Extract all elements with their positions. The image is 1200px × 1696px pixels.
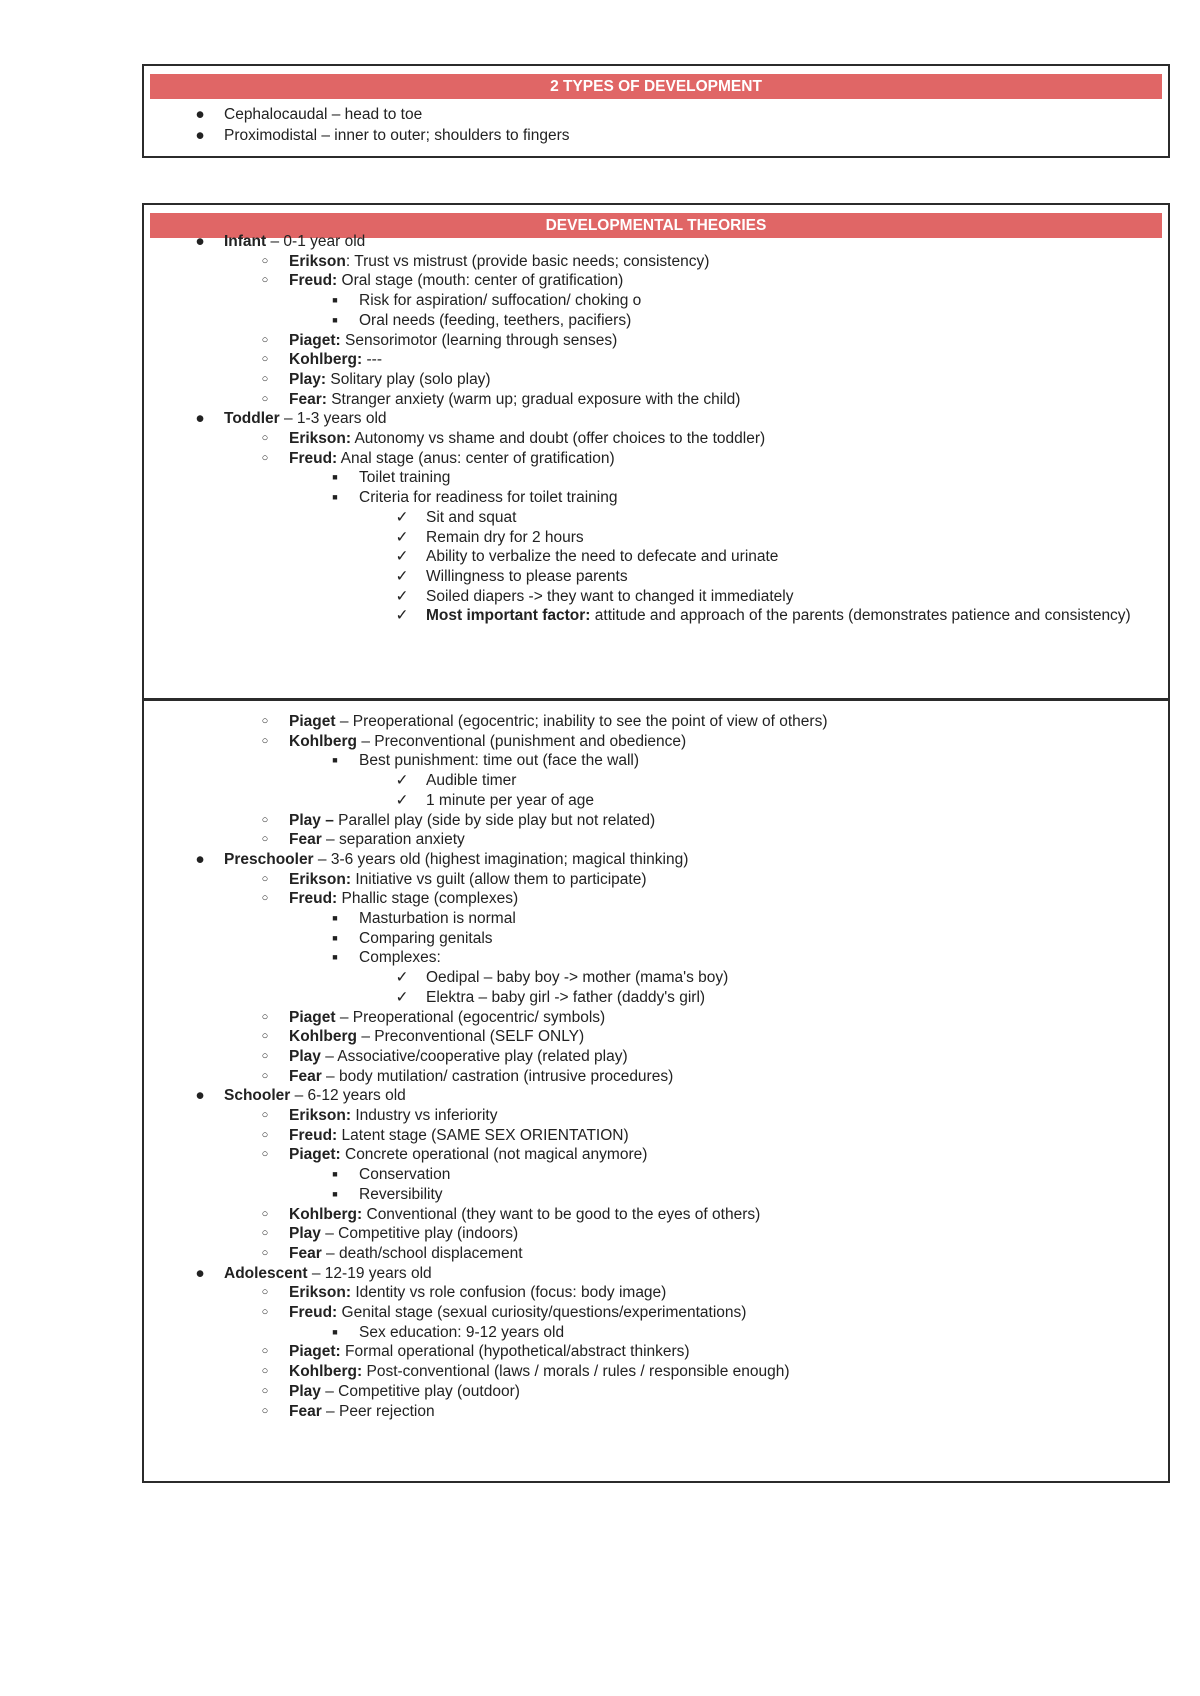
list-item — [395, 546, 779, 567]
item-term: Erikson — [289, 252, 346, 270]
item-text: 1 minute per year of age — [426, 791, 595, 809]
item-term: Infant — [224, 233, 267, 250]
item-text: Oedipal – baby boy -> mother (mama's boy) — [426, 969, 729, 987]
checkmark-icon: ✓ — [395, 772, 409, 790]
item-term: Most important factor: — [426, 607, 591, 625]
checkmark-icon: ✓ — [395, 969, 409, 987]
item-term: Play — [289, 1225, 321, 1243]
list-item — [261, 1401, 435, 1422]
list-item — [261, 1046, 628, 1067]
item-text: Sit and squat — [426, 508, 517, 526]
list-item — [332, 487, 618, 508]
bullet-icon: ● — [195, 127, 205, 144]
checkmark-icon: ✓ — [395, 988, 409, 1006]
list-item — [195, 231, 366, 252]
item-term: Adolescent — [224, 1264, 308, 1282]
list-item — [261, 1066, 674, 1087]
item-term: Kohlberg: — [289, 1363, 363, 1381]
circle-bullet-icon: ○ — [261, 451, 269, 464]
square-bullet-icon: ■ — [332, 295, 338, 306]
square-bullet-icon: ■ — [332, 932, 338, 943]
item-text: Initiative vs guilt (allow them to participate) — [351, 870, 647, 888]
item-term: Erikson: — [289, 1284, 352, 1302]
list-item — [332, 290, 642, 311]
item-term: Fear — [289, 1244, 322, 1262]
list-item — [395, 507, 517, 528]
item-text: – death/school displacement — [321, 1244, 523, 1262]
circle-bullet-icon: ○ — [261, 1128, 269, 1141]
list-item — [261, 389, 741, 410]
list-item — [261, 711, 828, 732]
item-text: – Peer rejection — [321, 1402, 435, 1420]
list-item — [261, 731, 687, 752]
list-item — [261, 448, 615, 469]
item-term: Erikson: — [289, 870, 352, 888]
item-text: Anal stage (anus: center of gratification) — [337, 449, 615, 467]
item-term: Erikson: — [289, 430, 352, 447]
list-item — [395, 790, 595, 811]
circle-bullet-icon: ○ — [261, 833, 269, 846]
item-text: Complexes: — [359, 949, 441, 967]
item-text: – Competitive play (indoors) — [320, 1225, 519, 1243]
item-term: Piaget — [289, 713, 336, 730]
circle-bullet-icon: ○ — [261, 872, 269, 885]
list-item — [261, 869, 647, 890]
list-item — [261, 829, 465, 850]
item-term: Piaget: — [289, 1343, 341, 1361]
item-text: Concrete operational (not magical anymore) — [340, 1146, 648, 1164]
bullet-icon: ● — [195, 233, 205, 250]
item-text: – 6-12 years old — [290, 1087, 406, 1105]
item-text: – Preconventional (SELF ONLY) — [357, 1028, 585, 1046]
list-item — [261, 1144, 648, 1165]
circle-bullet-icon: ○ — [261, 1010, 269, 1023]
developmental-theories-box — [142, 203, 1170, 1483]
list-item — [332, 1184, 443, 1205]
list-item — [195, 408, 387, 429]
page-divider — [144, 698, 1168, 701]
item-text: Post-conventional (laws / morals / rules / responsible enough) — [362, 1363, 790, 1381]
item-text: Autonomy vs shame and doubt (offer choices to the toddler) — [351, 430, 766, 447]
circle-bullet-icon: ○ — [261, 1148, 269, 1161]
circle-bullet-icon: ○ — [261, 372, 269, 385]
list-item — [332, 467, 451, 488]
list-item — [261, 1243, 523, 1264]
list-item — [261, 1026, 585, 1047]
checkmark-icon: ✓ — [395, 607, 409, 625]
item-text: Industry vs inferiority — [351, 1107, 498, 1124]
item-text: Toilet training — [359, 469, 451, 487]
developmental-theories-header: DEVELOPMENTAL THEORIES — [150, 213, 1162, 238]
item-term: Play — [289, 1047, 321, 1065]
square-bullet-icon: ■ — [332, 913, 338, 923]
checkmark-icon: ✓ — [395, 508, 409, 526]
item-text: Criteria for readiness for toilet training — [359, 489, 618, 507]
item-text: Masturbation is normal — [359, 910, 516, 927]
item-term: Kohlberg: — [289, 1205, 363, 1223]
list-item — [395, 586, 794, 607]
list-item — [395, 967, 729, 988]
list-item — [261, 1381, 520, 1402]
circle-bullet-icon: ○ — [261, 1030, 269, 1043]
circle-bullet-icon: ○ — [261, 715, 269, 727]
item-text: Conventional (they want to be good to the eyes of others) — [362, 1205, 761, 1223]
circle-bullet-icon: ○ — [261, 813, 269, 826]
list-item — [261, 1204, 761, 1225]
item-text: Ability to verbalize the need to defecate and urinate — [426, 548, 779, 566]
checkmark-icon: ✓ — [395, 528, 409, 546]
bullet-icon: ● — [195, 410, 205, 428]
list-item — [332, 947, 441, 968]
item-text: – Associative/cooperative play (related play) — [320, 1047, 628, 1065]
item-text: Audible timer — [426, 772, 517, 790]
list-item — [332, 928, 493, 949]
item-term: Toddler — [224, 410, 280, 428]
item-text: – separation anxiety — [321, 831, 465, 849]
circle-bullet-icon: ○ — [261, 333, 269, 346]
item-text: Reversibility — [359, 1185, 443, 1203]
bullet-icon: ● — [195, 106, 205, 123]
item-text: Solitary play (solo play) — [326, 370, 491, 388]
circle-bullet-icon: ○ — [261, 274, 269, 287]
item-text: – 1-3 years old — [279, 410, 387, 428]
list-item — [261, 888, 519, 909]
item-term: Fear — [289, 831, 322, 849]
item-text: Formal operational (hypothetical/abstract thinkers) — [340, 1343, 690, 1361]
list-item — [395, 527, 584, 548]
item-term: Schooler — [224, 1087, 291, 1105]
item-term: Fear — [289, 1067, 322, 1085]
list-item — [261, 1105, 498, 1126]
item-text: – 3-6 years old (highest imagination; magical thinking) — [313, 850, 689, 868]
circle-bullet-icon: ○ — [261, 1109, 269, 1121]
bullet-icon: ● — [195, 1264, 205, 1282]
item-text: Best punishment: time out (face the wall) — [359, 752, 639, 770]
item-text: – body mutilation/ castration (intrusive procedures) — [321, 1067, 674, 1085]
item-text: Latent stage (SAME SEX ORIENTATION) — [337, 1126, 629, 1144]
item-text: – Competitive play (outdoor) — [320, 1382, 520, 1400]
square-bullet-icon: ■ — [332, 472, 338, 483]
item-term: Play – — [289, 811, 334, 829]
checkmark-icon: ✓ — [395, 587, 409, 605]
item-term: Freud: — [289, 890, 338, 908]
list-item — [332, 750, 639, 771]
circle-bullet-icon: ○ — [261, 353, 269, 366]
item-text: Parallel play (side by side play but not related) — [333, 811, 656, 829]
circle-bullet-icon: ○ — [261, 1049, 269, 1062]
list-item — [261, 810, 656, 831]
list-item — [261, 1361, 790, 1382]
list-item: ● Proximodistal – inner to outer; shoulders to fingers — [224, 125, 569, 146]
circle-bullet-icon: ○ — [261, 1227, 269, 1240]
list-item — [195, 1085, 406, 1106]
item-text: Risk for aspiration/ suffocation/ choking o — [359, 292, 642, 310]
item-text: Conservation — [359, 1166, 451, 1184]
circle-bullet-icon: ○ — [261, 1207, 269, 1220]
item-text: Willingness to please parents — [426, 567, 628, 585]
square-bullet-icon: ■ — [332, 1326, 338, 1337]
item-term: Erikson: — [289, 1107, 352, 1124]
item-text: Sex education: 9-12 years old — [359, 1323, 565, 1341]
item-text: Phallic stage (complexes) — [337, 890, 519, 908]
square-bullet-icon: ■ — [332, 314, 338, 325]
item-term: Kohlberg — [289, 1028, 358, 1046]
square-bullet-icon: ■ — [332, 492, 338, 503]
list-item — [261, 251, 710, 272]
circle-bullet-icon: ○ — [261, 734, 269, 747]
item-text: Soiled diapers -> they want to changed it immediately — [426, 587, 794, 605]
circle-bullet-icon: ○ — [261, 1069, 269, 1082]
item-term: Kohlberg — [289, 732, 358, 750]
item-text: Oral needs (feeding, teethers, pacifiers) — [359, 311, 632, 329]
list-item — [261, 1302, 747, 1323]
item-text: Genital stage (sexual curiosity/questions/experimentations) — [337, 1304, 747, 1321]
circle-bullet-icon: ○ — [261, 1306, 269, 1318]
checkmark-icon: ✓ — [395, 548, 409, 566]
circle-bullet-icon: ○ — [261, 1286, 269, 1299]
list-item — [261, 1223, 519, 1244]
list-item — [261, 1125, 629, 1146]
item-term: Piaget: — [289, 1146, 341, 1164]
item-term: Fear: — [289, 390, 327, 408]
item-term: Preschooler — [224, 850, 314, 868]
item-term: Play: — [289, 370, 327, 388]
checkmark-icon: ✓ — [395, 567, 409, 585]
list-item — [261, 1007, 606, 1028]
item-text: – 12-19 years old — [307, 1264, 432, 1282]
list-item — [261, 330, 618, 351]
circle-bullet-icon: ○ — [261, 254, 269, 267]
list-item — [395, 987, 706, 1008]
circle-bullet-icon: ○ — [261, 892, 269, 905]
item-term: Play — [289, 1382, 321, 1400]
square-bullet-icon: ■ — [332, 1169, 338, 1180]
list-item — [332, 310, 632, 331]
circle-bullet-icon: ○ — [261, 1365, 269, 1378]
list-item — [395, 605, 1146, 626]
list-item — [261, 349, 382, 370]
item-term: Freud: — [289, 1304, 338, 1321]
list-item — [261, 369, 491, 390]
item-text: Comparing genitals — [359, 929, 493, 947]
item-term: Fear — [289, 1402, 322, 1420]
list-item — [332, 908, 516, 929]
item-term: Piaget: — [289, 331, 341, 349]
list-item — [261, 270, 624, 291]
square-bullet-icon: ■ — [332, 755, 338, 766]
item-text: – Preoperational (egocentric/ symbols) — [335, 1008, 606, 1026]
item-term: Piaget — [289, 1008, 336, 1026]
item-text: Stranger anxiety (warm up; gradual exposure with the child) — [326, 390, 741, 408]
bullet-icon: ● — [195, 850, 205, 868]
item-text: Oral stage (mouth: center of gratification) — [337, 272, 624, 290]
list-item — [261, 428, 766, 449]
list-item — [332, 1164, 451, 1185]
list-item — [195, 1263, 432, 1284]
list-item — [261, 1282, 667, 1303]
circle-bullet-icon: ○ — [261, 392, 269, 405]
item-text: --- — [362, 351, 382, 369]
square-bullet-icon: ■ — [332, 1188, 338, 1199]
item-text: attitude and approach of the parents (demonstrates patience and consistency) — [590, 607, 1131, 625]
circle-bullet-icon: ○ — [261, 1384, 269, 1397]
item-text: Elektra – baby girl -> father (daddy's girl) — [426, 988, 706, 1006]
types-of-development-header: 2 TYPES OF DEVELOPMENT — [150, 74, 1162, 99]
list-item — [395, 566, 628, 587]
item-text: – Preconventional (punishment and obedience) — [357, 732, 687, 750]
item-term: Kohlberg: — [289, 351, 363, 369]
square-bullet-icon: ■ — [332, 952, 338, 963]
circle-bullet-icon: ○ — [261, 1246, 269, 1259]
list-item — [332, 1322, 565, 1343]
item-text: – Preoperational (egocentric; inability to see the point of view of others) — [335, 713, 828, 730]
item-text: Remain dry for 2 hours — [426, 528, 584, 546]
list-item — [395, 770, 517, 791]
item-term: Freud: — [289, 1126, 338, 1144]
circle-bullet-icon: ○ — [261, 1345, 269, 1358]
item-text: Identity vs role confusion (focus: body image) — [351, 1284, 667, 1302]
checkmark-icon: ✓ — [395, 791, 409, 809]
list-item — [195, 849, 689, 870]
item-text: Sensorimotor (learning through senses) — [340, 331, 618, 349]
bullet-icon: ● — [195, 1087, 205, 1105]
item-term: Freud: — [289, 272, 338, 290]
circle-bullet-icon: ○ — [261, 1404, 269, 1417]
item-text: : Trust vs mistrust (provide basic needs; consistency) — [345, 252, 710, 270]
item-term: Freud: — [289, 449, 338, 467]
item-text: – 0-1 year old — [266, 233, 366, 250]
list-item: ● Cephalocaudal – head to toe — [224, 104, 422, 125]
types-of-development-box — [142, 64, 1170, 158]
list-item — [261, 1341, 690, 1362]
circle-bullet-icon: ○ — [261, 432, 269, 444]
